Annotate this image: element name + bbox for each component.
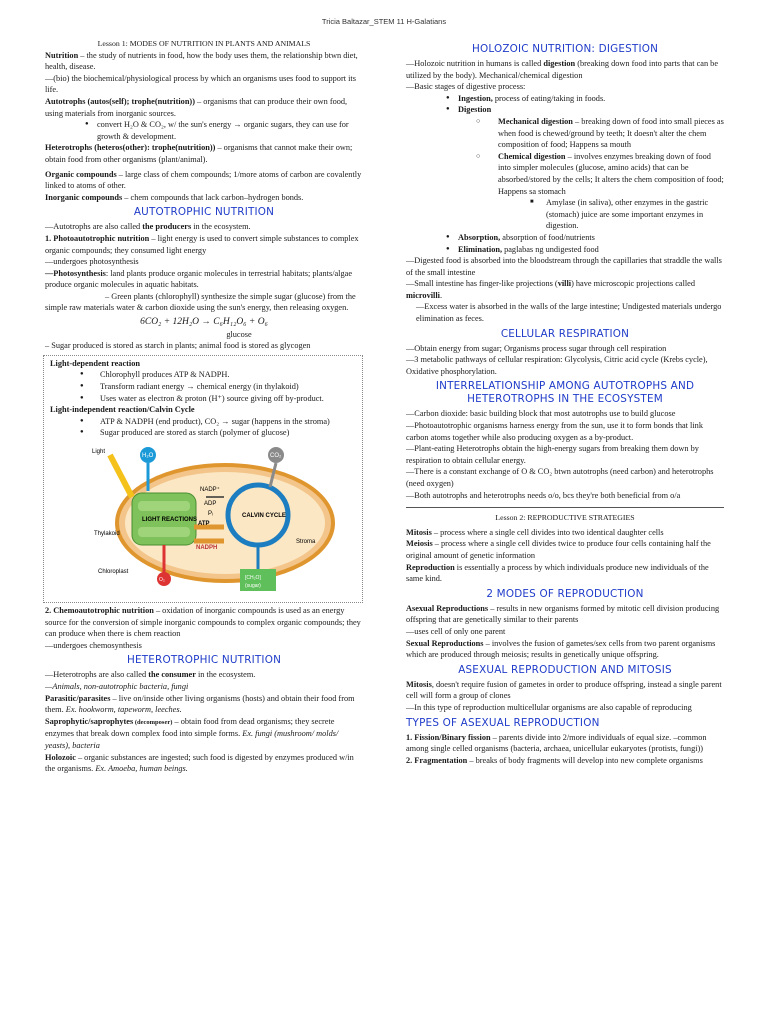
term: Elimination, bbox=[458, 244, 503, 254]
parasitic-definition bbox=[45, 693, 363, 716]
inter-text-5: —Both autotrophs and heterotrophs needs o/o, bcs they're both beneficial from o/a bbox=[406, 490, 681, 500]
text: : land plants produce organic molecules in terrestrial habitats; plants/algae produce organic molecules in aquatic habitats. bbox=[45, 268, 352, 290]
nadph-label: NADPH bbox=[196, 545, 218, 551]
term: 1. Photoautotrophic nutrition bbox=[45, 233, 150, 243]
holozoic-intro bbox=[406, 58, 724, 81]
text: —Heterotrophs are also called bbox=[45, 670, 149, 680]
term: Nutrition bbox=[45, 50, 79, 60]
photo-undergoes: —undergoes photosynthesis bbox=[45, 257, 139, 267]
term: 2. Chemoautotrophic nutrition bbox=[45, 606, 154, 615]
list-item: ● Sugar produced are stored as starch (polymer of glucose) bbox=[50, 427, 357, 439]
text: – breaking down of food into small pieces as when food is chewed/ground by teeth; It doesn't alter the chem composition of food; Happens sa mouth bbox=[498, 116, 724, 150]
light-reactions-label: LIGHT REACTIONS bbox=[142, 517, 197, 523]
term: Chemical digestion bbox=[498, 151, 566, 161]
asexual-mitosis-text bbox=[406, 679, 724, 702]
fission-definition bbox=[406, 732, 724, 755]
mechanical-digestion-item bbox=[406, 116, 724, 151]
co2-label: CO₂ bbox=[270, 453, 282, 459]
text: process of eating/taking in foods. bbox=[492, 93, 606, 103]
types-heading: TYPES OF ASEXUAL REPRODUCTION bbox=[406, 716, 600, 729]
bio-definition: —(bio) the biochemical/physiological process by which an organisms uses food to support its life. bbox=[45, 73, 356, 95]
light-dependent-title: Light-dependent reaction bbox=[50, 358, 140, 368]
text: – process where a single cell divides twice to produce four cells containing half the original amount of genetic information bbox=[406, 539, 711, 560]
ingestion-item bbox=[406, 93, 724, 105]
heterotrophs-definition bbox=[45, 142, 363, 165]
text: – organic substances are ingested; such food is digested by enzymes produced w/in the organisms. bbox=[45, 752, 354, 774]
term: Mitosis bbox=[406, 679, 432, 689]
term: Absorption, bbox=[458, 232, 501, 242]
term: Asexual Reproductions bbox=[406, 603, 489, 613]
text: – light energy is used to convert simple substances to complex organic compounds; they consumed light energy bbox=[45, 233, 359, 255]
text: – live on/inside other living organisms (hosts) and obtain their food from them. bbox=[45, 693, 355, 715]
sexual-definition bbox=[406, 638, 724, 661]
holozoic-heading: HOLOZOIC NUTRITION: DIGESTION bbox=[471, 43, 659, 55]
photosynthesis-diagram bbox=[90, 445, 340, 597]
reactions-box bbox=[43, 355, 363, 603]
sugar-stored-text: – Sugar produced is stored as starch in plants; animal food is stored as glycogen bbox=[45, 341, 311, 351]
inter-text-1: —Carbon dioxide: basic building block that most autotrophs use to build glucose bbox=[406, 409, 676, 419]
term: Autotrophs (autos(self); trophe(nutrition)) bbox=[45, 96, 195, 106]
light-label: Light bbox=[92, 449, 106, 455]
inter-text-3: —Plant-eating Heterotrophs obtain the high-energy sugars from breaking them down by respiration to obtain cellular energy. bbox=[406, 444, 699, 465]
term: digestion bbox=[543, 59, 576, 68]
text: – breaks of body fragments will develop into new complete organisms bbox=[467, 755, 703, 765]
inter-text-4: —There is a constant exchange of O & CO₂ btwn autotrophs (need carbon) and heterotrophs (need oxygen) bbox=[406, 467, 714, 488]
chemoautotrophic-definition bbox=[45, 605, 363, 640]
photosynthesis-definition bbox=[45, 268, 363, 291]
term: microvilli bbox=[406, 290, 440, 300]
het-animals: —Animals, non-autotrophic bacteria, fungi bbox=[45, 681, 189, 691]
text: , doesn't require fusion of gametes in order to produce offspring, instead a single parent cell will form a group of clones bbox=[406, 679, 722, 701]
light-independent-title: Light-independent reaction/Calvin Cycle bbox=[50, 405, 195, 415]
green-plants-text: – Green plants (chlorophyll) synthesize the simple sugar (glucose) from the simple raw materials water & carbon dioxide using the sun's energy, then releasing oxygen. bbox=[45, 291, 356, 313]
term: Mitosis bbox=[406, 527, 432, 537]
term: Digestion bbox=[458, 105, 492, 115]
page-header: Tricia Baltazar_STEM 11 H-Galatians bbox=[321, 17, 447, 26]
chemo-undergoes: —undergoes chemosynthesis bbox=[45, 640, 142, 650]
text: – involves the fusion of gametes/sex cells from two parent organisms which are produced through meiosis; results in genetically unique offspring. bbox=[406, 638, 716, 660]
text: —Holozoic nutrition in humans is called bbox=[406, 59, 544, 68]
fragmentation-definition bbox=[406, 755, 724, 767]
example: Ex. fungi (mushroom/ molds/ yeasts), bacteria bbox=[45, 729, 339, 750]
term: 1. Fission/Binary fission bbox=[406, 732, 491, 742]
pi-label: Pᵢ bbox=[208, 511, 213, 517]
text: paglabas ng undigested food bbox=[502, 244, 599, 254]
term: the producers bbox=[142, 222, 192, 232]
chemical-digestion-item bbox=[406, 151, 724, 197]
text: – chem compounds that lack carbon–hydrogen bonds. bbox=[122, 192, 304, 202]
left-column bbox=[45, 38, 363, 775]
het-intro bbox=[45, 669, 363, 681]
organic-definition bbox=[45, 169, 363, 192]
term: —Photosynthesis bbox=[45, 268, 106, 278]
inorganic-definition bbox=[45, 192, 363, 204]
text: – obtain food from dead organisms; they secrete enzymes that break down complex food into simple forms. bbox=[45, 716, 335, 739]
interrelationship-heading: INTERRELATIONSHIP AMONG AUTOTROPHS AND HETEROTROPHS IN THE ECOSYSTEM bbox=[435, 380, 695, 406]
inter-text-2: —Photoautotrophic organisms harness energy from the sun, use it to form bonds that link carbon atoms together while also producing oxygen as a by-product. bbox=[406, 421, 703, 442]
digestion-item bbox=[406, 104, 724, 116]
example: Ex. hookworm, tapeworm, leeches. bbox=[65, 705, 182, 715]
thylakoid-disc bbox=[138, 527, 190, 537]
lesson1-title: Lesson 1: MODES OF NUTRITION IN PLANTS AND ANIMALS bbox=[97, 39, 311, 48]
text: (breaking down food into parts that can be utilized by the body). Mechanical/chemical digestion bbox=[406, 59, 719, 80]
term: Heterotrophs (heteros(other): trophe(nutrition)) bbox=[45, 143, 216, 153]
ch2o-label: [CH₂O] bbox=[245, 575, 261, 581]
term: Ingestion, bbox=[458, 93, 493, 103]
autotrophs-definition bbox=[45, 96, 363, 119]
term: Organic compounds bbox=[45, 169, 117, 179]
text: ) have microscopic projections called bbox=[571, 279, 696, 289]
text: in the ecosystem. bbox=[195, 670, 256, 680]
right-column bbox=[406, 38, 724, 766]
nutrition-definition bbox=[45, 50, 363, 73]
text: . bbox=[439, 290, 443, 300]
list-item: ● ATP & NADPH (end product), CO₂ → sugar (happens in the stroma) bbox=[50, 416, 357, 428]
text: —Small intestine has finger-like projections ( bbox=[406, 279, 558, 289]
calvin-cycle-label: CALVIN CYCLE bbox=[242, 513, 286, 519]
term: Holozoic bbox=[45, 752, 76, 762]
list-item: ● Chlorophyll produces ATP & NADPH. bbox=[50, 369, 357, 381]
digested-food-text: —Digested food is absorbed into the bloodstream through the capillaries that straddle the walls of the small intestine bbox=[406, 256, 722, 277]
term: Mechanical digestion bbox=[498, 116, 573, 126]
list-item: ● Uses water as electron & proton (H⁺) source giving off by-product. bbox=[50, 393, 357, 405]
mitosis-definition bbox=[406, 527, 724, 539]
text: – organisms that cannot make their own; obtain food from other organisms (plant/animal). bbox=[45, 143, 353, 164]
term: villi bbox=[557, 279, 572, 289]
term: Meiosis bbox=[406, 539, 433, 549]
o2-label: O₂ bbox=[159, 577, 165, 583]
lesson2-title: Lesson 2: REPRODUCTIVE STRATEGIES bbox=[495, 513, 635, 523]
autotrophic-heading: AUTOTROPHIC NUTRITION bbox=[133, 206, 275, 219]
asexual-mitosis-heading: ASEXUAL REPRODUCTION AND MITOSIS bbox=[458, 663, 672, 676]
term: 2. Fragmentation bbox=[406, 755, 468, 765]
cellular-text-1: —Obtain energy from sugar; Organisms process sugar through cell respiration bbox=[406, 343, 667, 353]
meiosis-definition bbox=[406, 538, 724, 561]
modes-heading: 2 MODES OF REPRODUCTION bbox=[486, 587, 644, 600]
h2o-label: H₂O bbox=[142, 453, 154, 459]
text: – organisms that can produce their own food, using materials from inorganic sources. bbox=[45, 96, 348, 118]
asexual-mitosis-text-2: —In this type of reproduction multicellular organisms are also capable of reproducing bbox=[406, 702, 692, 712]
photoautotrophic-definition bbox=[45, 233, 363, 256]
basic-stages: —Basic stages of digestive process: bbox=[406, 82, 526, 92]
cellular-text-2: —3 metabolic pathways of cellular respiration: Glycolysis, Citric acid cycle (Krebs cycle), Oxidative phosphorylation. bbox=[406, 355, 708, 376]
glucose-label: glucose bbox=[226, 329, 252, 339]
thylakoid-disc bbox=[138, 501, 190, 511]
text: – parents divide into 2/more individuals of equal size. –common among single celled organisms (bacteria, archaea, unicellular eukaryotes (protists, fungi)) bbox=[406, 732, 707, 754]
small-intestine-text bbox=[406, 278, 724, 301]
text: absorption of food/nutrients bbox=[500, 232, 595, 242]
excess-water-text: —Excess water is absorbed in the walls of the large intestine; Undigested materials undergo elimination as feces. bbox=[416, 302, 722, 324]
example: Ex. Amoeba, human beings. bbox=[95, 764, 188, 774]
auto-intro bbox=[45, 221, 363, 233]
text: – oxidation of inorganic compounds is used as an energy source for the conversion of simple inorganic compounds to complex organic compounds; they can produce when there is chem reaction bbox=[45, 606, 361, 639]
term: Sexual Reproductions bbox=[406, 638, 484, 648]
photosynthesis-equation: 6CO₂ + 12H₂O → C₆H₁₂O₆ + O₆ bbox=[140, 317, 268, 328]
list-item: ● Transform radiant energy → chemical energy (in thylakoid) bbox=[50, 381, 357, 393]
term: Saprophytic/saprophytes bbox=[45, 716, 134, 726]
chloroplast-label: Chloroplast bbox=[98, 569, 129, 575]
amylase-item: ■ Amylase (in saliva), other enzymes in the gastric (stomach) juice are some important enzymes in digestion. bbox=[406, 197, 724, 232]
holozoic-definition bbox=[45, 752, 363, 775]
reproduction-definition bbox=[406, 562, 724, 585]
text: – involves enzymes breaking down of food into simpler molecules (glucose, amino acids) that can be absorbed/stored by the cells; It alters the chem composition of food; Happens sa stomach bbox=[498, 151, 724, 196]
text: – the study of nutrients in food, how the body uses them, the relationship btwn diet, health, disease. bbox=[45, 50, 358, 72]
asexual-uses: —uses cell of only one parent bbox=[406, 626, 506, 636]
sugar-label: (sugar) bbox=[245, 583, 261, 589]
autotrophs-bullet: ● convert H₂O & CO₂, w/ the sun's energy → organic sugars, they can use for growth & development. bbox=[45, 119, 363, 142]
text: —Autotrophs are also called bbox=[45, 222, 143, 232]
text: – large class of chem compounds; 1/more atoms of carbon are covalently linked to atoms of other. bbox=[45, 169, 362, 191]
saprophytic-definition bbox=[45, 716, 363, 752]
absorption-item bbox=[406, 232, 724, 244]
term: Inorganic compounds bbox=[45, 192, 123, 202]
atp-label: ATP bbox=[198, 521, 210, 527]
adp-label: ADP bbox=[204, 501, 217, 507]
term: Reproduction bbox=[406, 562, 455, 572]
asexual-definition bbox=[406, 603, 724, 626]
note: (decomposer) bbox=[133, 718, 173, 726]
elimination-item bbox=[406, 244, 724, 256]
text: in the ecosystem. bbox=[191, 222, 251, 232]
heterotrophic-heading: HETEROTROPHIC NUTRITION bbox=[126, 654, 282, 667]
term: Parasitic/parasites bbox=[45, 693, 111, 703]
stroma-label: Stroma bbox=[296, 539, 316, 545]
thylakoid-label: Thylakoid bbox=[94, 531, 120, 537]
divider bbox=[406, 507, 724, 508]
cellular-respiration-heading: CELLULAR RESPIRATION bbox=[500, 327, 630, 340]
text: – results in new organisms formed by mitotic cell division producing offspring that are genetically similar to their parents bbox=[406, 603, 720, 625]
text: – process where a single cell divides into two identical daughter cells bbox=[431, 527, 664, 537]
light-ray bbox=[110, 455, 132, 497]
nadp-label: NADP⁺ bbox=[200, 487, 220, 493]
term: the consumer bbox=[148, 670, 196, 680]
text: is essentially a process by which individuals produce new individuals of the same kind. bbox=[406, 562, 709, 584]
